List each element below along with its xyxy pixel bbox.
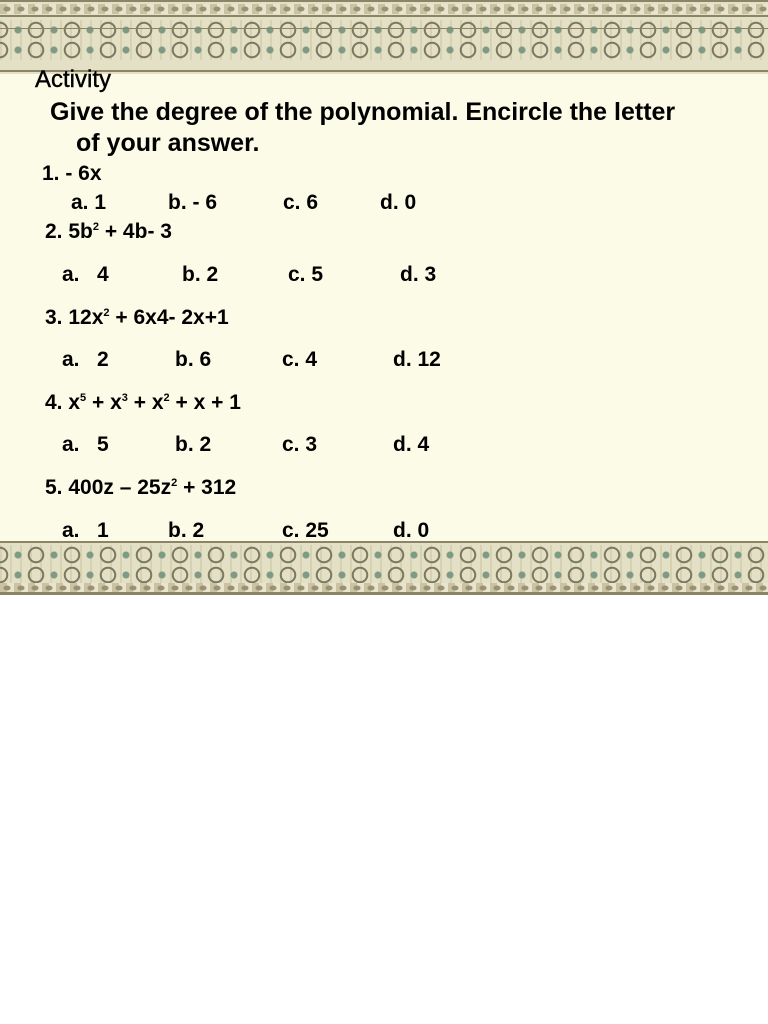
question-number: 1.	[42, 162, 60, 185]
exponent: 2	[92, 221, 99, 233]
question-5	[45, 476, 236, 500]
question-number: 5.	[45, 476, 63, 499]
option-2b[interactable]: b. 2	[182, 263, 219, 286]
option-5a[interactable]: a. 1	[62, 519, 109, 542]
option-1b[interactable]: b. - 6	[168, 191, 218, 214]
question-3	[45, 306, 229, 330]
option-3b[interactable]: b. 6	[175, 348, 212, 371]
exponent: 2	[103, 307, 110, 319]
instruction-line-1: Give the degree of the polynomial. Encircle the letter	[50, 98, 676, 126]
question-expression: - 6x	[65, 162, 102, 185]
question-number: 2.	[45, 220, 63, 243]
question-expression: $x^5 + x^3 + x^2 + x + 1$	[68, 391, 241, 414]
option-2c[interactable]: c. 5	[288, 263, 324, 286]
decorative-border-top	[0, 0, 768, 74]
question-expression: $5b^2 + 4b-$ 3	[68, 220, 172, 243]
instruction-line-2: of your answer.	[76, 129, 260, 157]
activity-title: Activity	[35, 66, 112, 93]
option-3c[interactable]: c. 4	[282, 348, 318, 371]
decorative-border-bottom	[0, 541, 768, 595]
option-3a[interactable]: a. 2	[62, 348, 109, 371]
option-2a[interactable]: a. 4	[62, 263, 109, 286]
question-number: 3.	[45, 306, 63, 329]
option-5d[interactable]: d. 0	[393, 519, 430, 542]
question-number: 4.	[45, 391, 63, 414]
option-3d[interactable]: d. 12	[393, 348, 441, 371]
question-4	[45, 391, 241, 415]
option-4a[interactable]: a. 5	[62, 433, 109, 456]
option-5c[interactable]: c. 25	[282, 519, 329, 542]
option-2d[interactable]: d. 3	[400, 263, 437, 286]
option-4d[interactable]: d. 4	[393, 433, 430, 456]
exponent: 3	[121, 392, 128, 404]
option-1d[interactable]: d. 0	[380, 191, 417, 214]
exponent: 2	[171, 477, 178, 489]
option-4b[interactable]: b. 2	[175, 433, 212, 456]
question-1	[42, 162, 102, 186]
option-5b[interactable]: b. 2	[168, 519, 205, 542]
option-1a[interactable]: a. 1	[71, 191, 107, 214]
exponent: 5	[80, 392, 87, 404]
exponent: 2	[163, 392, 170, 404]
question-2	[45, 220, 172, 244]
question-expression: $400z - 25z^2 + 312$	[68, 476, 237, 499]
option-1c[interactable]: c. 6	[283, 191, 319, 214]
question-expression: $12x^2 + 6x4-$ 2x+1	[68, 306, 229, 329]
option-4c[interactable]: c. 3	[282, 433, 318, 456]
